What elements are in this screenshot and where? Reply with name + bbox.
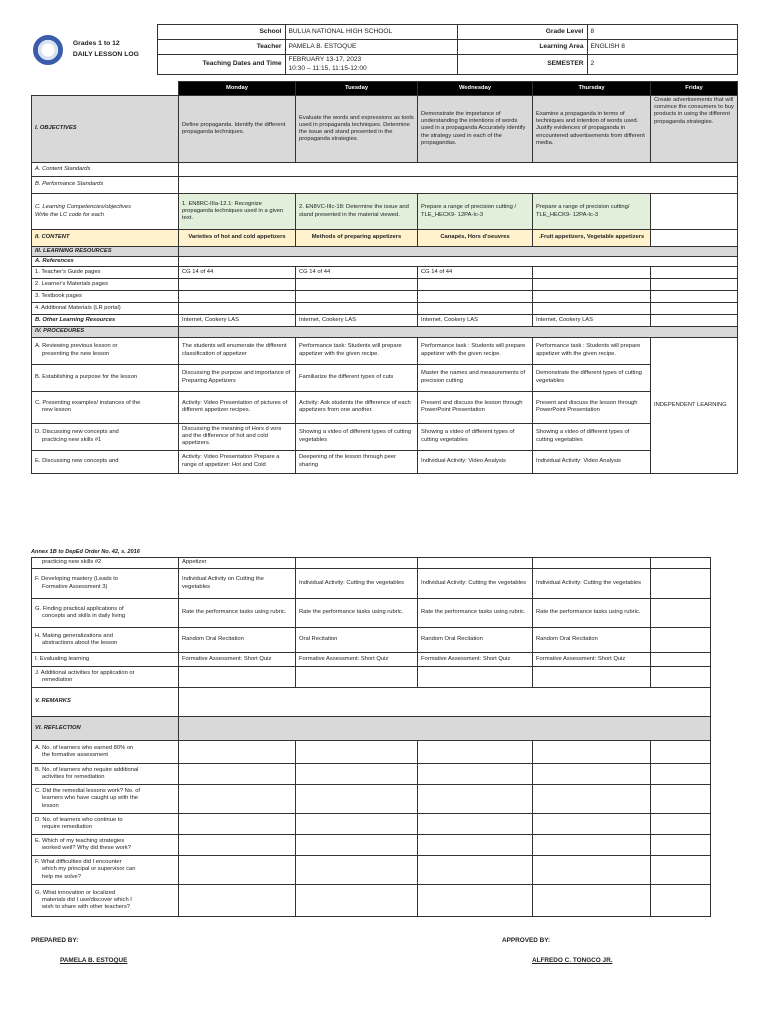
proc-c-tuesday: Activity: Ask students the difference of each appetizers from one another.: [296, 391, 418, 423]
reflection-label: VI. REFLECTION: [32, 717, 179, 741]
refl-d-wednesday: [418, 814, 533, 835]
refl-c-monday: [179, 785, 296, 814]
refl-b-monday: [179, 764, 296, 785]
am-monday: [179, 303, 296, 315]
proc-b-label: B. Establishing a purpose for the lesson: [32, 364, 179, 391]
prepared-by-label: PREPARED BY:: [31, 937, 79, 944]
proc-g-thursday: Rate the performance tasks using rubric.: [533, 599, 651, 628]
proc-e-cont-thursday: [533, 558, 651, 569]
other-thursday: Internet, Cookery LAS: [533, 315, 651, 327]
proc-h-wednesday: Random Oral Recitation: [418, 628, 533, 653]
proc-j-label-line2: remediation: [42, 677, 73, 683]
proc-d-label-line2: practicing new skills #1: [42, 436, 102, 443]
tb-label: 3. Textbook pages: [32, 291, 179, 303]
content-tuesday: Methods of preparing appetizers: [296, 230, 418, 247]
objective-friday: Create advertisements that will convince the consumers to buy products in using the different propaganda strategies.: [651, 96, 738, 163]
refl-e-thursday: [533, 835, 651, 856]
other-friday: [651, 315, 738, 327]
proc-f-tuesday: Individual Activity: Cutting the vegetables: [296, 569, 418, 599]
refl-b-line2: activities for remediation: [42, 774, 105, 780]
am-label: 4. Additional Materials (LR portal): [32, 303, 179, 315]
tb-thursday: [533, 291, 651, 303]
tg-friday: [651, 267, 738, 279]
refl-c-tuesday: [296, 785, 418, 814]
proc-f-wednesday: Individual Activity: Cutting the vegetables: [418, 569, 533, 599]
lesson-table-page2: [31, 557, 711, 917]
tg-tuesday: CG 14 of 44: [296, 267, 418, 279]
lm-friday: [651, 279, 738, 291]
proc-c-monday: Activity: Video Presentation of pictures of different appetizer recipes.: [179, 391, 296, 423]
header-table: [29, 24, 738, 75]
title-line2: DAILY LESSON LOG: [72, 50, 139, 58]
proc-j-label: [32, 667, 179, 688]
lesson-table-page1: [31, 81, 738, 474]
proc-f-label: [32, 569, 179, 599]
proc-e-cont-monday: Appetizer: [179, 558, 296, 569]
proc-c-label: [32, 391, 179, 423]
am-wednesday: [418, 303, 533, 315]
grade-value: 8: [587, 25, 737, 40]
tg-label: 1. Teacher's Guide pages: [32, 267, 179, 279]
proc-d-wednesday: Showing a video of different types of cutting vegetables: [418, 423, 533, 450]
proc-b-tuesday: Familiarize the different types of cuts: [296, 364, 418, 391]
refl-e-friday: [651, 835, 711, 856]
remarks-cell: [179, 688, 711, 717]
other-tuesday: Internet, Cookery LAS: [296, 315, 418, 327]
proc-d-label-line1: D. Discussing new concepts and: [35, 429, 119, 436]
proc-i-wednesday: Formative Assessment: Short Quiz: [418, 653, 533, 667]
log-title: [73, 39, 139, 59]
refl-e-line2: worked well? Why did these work?: [42, 845, 131, 851]
learning-resources-label: III. LEARNING RESOURCES: [32, 247, 179, 257]
refl-g-line2: materials did I use/discover which I: [42, 896, 132, 903]
refl-a-line1: A. No. of learners who earned 80% on: [35, 744, 134, 751]
competency-tuesday: 2. EN8VC-IIIc-18: Determine the issue and stand presented in the material viewed.: [296, 194, 418, 230]
proc-h-friday: [651, 628, 711, 653]
refl-c-label: [32, 785, 179, 814]
proc-d-tuesday: Showing a video of different types of cutting vegetables: [296, 423, 418, 450]
school-label: School: [157, 25, 285, 40]
proc-h-label-line2: abstractions about the lesson: [42, 640, 118, 646]
refl-c-line3: lesson: [42, 802, 59, 809]
lm-wednesday: [418, 279, 533, 291]
refl-f-tuesday: [296, 856, 418, 885]
lm-tuesday: [296, 279, 418, 291]
content-standards-label: A. Content Standards: [32, 163, 179, 177]
refl-f-label: [32, 856, 179, 885]
refl-g-thursday: [533, 885, 651, 917]
day-monday: Monday: [179, 82, 296, 96]
remarks-label: V. REMARKS: [32, 688, 179, 717]
proc-e-label: E. Discussing new concepts and: [32, 450, 179, 473]
competency-thursday: Prepare a range of precision cutting/ TLE_HECK9- 12PA-Ic-3: [533, 194, 651, 230]
refl-g-line3: wish to share with other teachers?: [42, 904, 130, 911]
dates-value: [285, 55, 457, 75]
proc-h-label-line1: H. Making generalizations and: [35, 632, 113, 639]
refl-d-friday: [651, 814, 711, 835]
day-wednesday: Wednesday: [418, 82, 533, 96]
refl-b-label: [32, 764, 179, 785]
procedures-cell: [179, 327, 738, 337]
refl-g-monday: [179, 885, 296, 917]
refl-b-friday: [651, 764, 711, 785]
day-friday: Friday: [651, 82, 738, 96]
other-resources-label: B. Other Learning Resources: [32, 315, 179, 327]
refl-a-friday: [651, 741, 711, 764]
teacher-label: Teacher: [157, 40, 285, 55]
dates-line2: 10:30 – 11:15, 11:15-12:00: [288, 64, 367, 72]
proc-c-thursday: Present and discuss the lesson through PowerPoint Presentation: [533, 391, 651, 423]
approved-by-label: APPROVED BY:: [502, 937, 551, 944]
content-friday: [651, 230, 738, 247]
refl-d-monday: [179, 814, 296, 835]
area-value: ENGLISH 8: [587, 40, 737, 55]
prepared-by-name: PAMELA B. ESTOQUE: [60, 957, 128, 964]
proc-j-friday: [651, 667, 711, 688]
proc-h-tuesday: Oral Recitation: [296, 628, 418, 653]
objectives-label: I. OBJECTIVES: [32, 96, 179, 163]
lm-monday: [179, 279, 296, 291]
content-standards-cell: [179, 163, 738, 177]
proc-i-monday: Formative Assessment: Short Quiz: [179, 653, 296, 667]
refl-g-friday: [651, 885, 711, 917]
proc-j-label-line1: J. Additional activities for application or: [35, 669, 135, 676]
proc-a-label-line1: A. Reviewing previous lesson or: [35, 343, 118, 350]
references-label: A. References: [32, 257, 179, 267]
tb-wednesday: [418, 291, 533, 303]
objective-thursday: Examine a propaganda in terms of techniques and intention of words used. Justify evidences of propaganda in encountered advertisements from different media.: [533, 96, 651, 163]
refl-a-label: [32, 741, 179, 764]
tg-monday: CG 14 of 44: [179, 267, 296, 279]
learning-resources-cell: [179, 247, 738, 257]
content-label: II. CONTENT: [32, 230, 179, 247]
refl-d-thursday: [533, 814, 651, 835]
proc-i-friday: [651, 653, 711, 667]
refl-c-wednesday: [418, 785, 533, 814]
area-label: Learning Area: [457, 40, 587, 55]
refl-d-tuesday: [296, 814, 418, 835]
proc-d-monday: Discussing the meaning of Hors d vors and the difference of hot and cold appetizers.: [179, 423, 296, 450]
proc-e-tuesday: Deepening of the lesson through peer sharing: [296, 450, 418, 473]
other-monday: Internet, Cookery LAS: [179, 315, 296, 327]
proc-a-label-line2: presenting the new lesson: [42, 350, 110, 357]
proc-g-monday: Rate the performance tasks using rubric.: [179, 599, 296, 628]
proc-a-label: [32, 337, 179, 364]
procedures-label: IV. PROCEDURES: [32, 327, 179, 337]
proc-i-thursday: Formative Assessment: Short Quiz: [533, 653, 651, 667]
proc-a-wednesday: Performance task : Students will prepare appetizer with the given recipe.: [418, 337, 533, 364]
proc-g-label-line2: concepts and skills in daily living: [42, 613, 126, 619]
proc-g-tuesday: Rate the performance tasks using rubric.: [296, 599, 418, 628]
other-wednesday: Internet, Cookery LAS: [418, 315, 533, 327]
refl-b-wednesday: [418, 764, 533, 785]
refl-g-label: [32, 885, 179, 917]
refl-a-wednesday: [418, 741, 533, 764]
refl-c-line2: learners who have caught up with the: [42, 795, 139, 802]
proc-e-cont-wednesday: [418, 558, 533, 569]
competency-friday: [651, 194, 738, 230]
refl-a-monday: [179, 741, 296, 764]
proc-a-tuesday: Performance task: Students will prepare appetizer with the given recipe.: [296, 337, 418, 364]
reflection-cell: [179, 717, 711, 741]
competencies-label-line1: C. Learning Competencies/objectives: [35, 204, 132, 211]
lm-label: 2. Learner's Materials pages: [32, 279, 179, 291]
refl-e-monday: [179, 835, 296, 856]
refl-f-line1: F. What difficulties did I encounter: [35, 859, 122, 866]
proc-b-wednesday: Master the names and measurements of precision cutting: [418, 364, 533, 391]
objective-monday: Define propaganda. Identify the different propaganda techniques.: [179, 96, 296, 163]
proc-j-thursday: [533, 667, 651, 688]
refl-e-label: [32, 835, 179, 856]
tg-thursday: [533, 267, 651, 279]
proc-j-wednesday: [418, 667, 533, 688]
proc-a-monday: The students will enumerate the different classification of appetizer: [179, 337, 296, 364]
refl-c-thursday: [533, 785, 651, 814]
proc-e-cont-tuesday: [296, 558, 418, 569]
tb-friday: [651, 291, 738, 303]
content-wednesday: Canapés, Hors d'oeuvres: [418, 230, 533, 247]
tg-wednesday: CG 14 of 44: [418, 267, 533, 279]
refl-f-line2: which my principal or supervisor can: [42, 866, 136, 873]
proc-i-label: I. Evaluating learning: [32, 653, 179, 667]
dates-label: Teaching Dates and Time: [157, 55, 285, 75]
proc-a-thursday: Performance task : Students will prepare appetizer with the given recipe.: [533, 337, 651, 364]
proc-d-label: [32, 423, 179, 450]
proc-c-label-line1: C. Presenting examples/ instances of the: [35, 399, 141, 406]
proc-e-cont-label: practicing new skills #2: [32, 558, 179, 569]
proc-h-thursday: Random Oral Recitation: [533, 628, 651, 653]
proc-h-monday: Random Oral Recitation: [179, 628, 296, 653]
lm-thursday: [533, 279, 651, 291]
refl-c-friday: [651, 785, 711, 814]
refl-b-thursday: [533, 764, 651, 785]
refl-d-label: [32, 814, 179, 835]
content-thursday: .Fruit appetizers, Vegetable appetizers: [533, 230, 651, 247]
title-line1: Grades 1 to 12: [72, 40, 120, 48]
refl-f-thursday: [533, 856, 651, 885]
refl-c-line1: C. Did the remedial lessons work? No. of: [35, 788, 141, 795]
objective-wednesday: Demonstrate the importance of understanding the intentions of words used in a propaganda Accurately identify the strategy used in each of the propagandas.: [418, 96, 533, 163]
dates-line1: FEBRUARY 13-17, 2023: [288, 56, 362, 63]
competencies-label-line2: Write the LC code for each: [35, 211, 104, 218]
proc-g-friday: [651, 599, 711, 628]
am-thursday: [533, 303, 651, 315]
proc-g-label: [32, 599, 179, 628]
day-thursday: Thursday: [533, 82, 651, 96]
school-value: BULUA NATIONAL HIGH SCHOOL: [285, 25, 457, 40]
proc-j-monday: [179, 667, 296, 688]
refl-f-line3: help me solve?: [42, 873, 81, 880]
am-friday: [651, 303, 738, 315]
tb-monday: [179, 291, 296, 303]
deped-seal-icon: [33, 35, 63, 65]
objective-tuesday: Evaluate the words and expressions as tools used in propaganda techniques. Determine the issue and stand presented in the propaganda strategies.: [296, 96, 418, 163]
proc-i-tuesday: Formative Assessment: Short Quiz: [296, 653, 418, 667]
proc-e-thursday: Individual Activity: Video Analysis: [533, 450, 651, 473]
proc-e-wednesday: Individual Activity: Video Analysis: [418, 450, 533, 473]
proc-f-label-line2: Formative Assessment 3): [42, 583, 108, 590]
content-monday: Varieties of hot and cold appetizers: [179, 230, 296, 247]
approved-by-name: ALFREDO C. TONGCO JR.: [532, 957, 613, 964]
proc-f-friday: [651, 569, 711, 599]
proc-e-monday: Activity: Video Presentation Prepare a range of appetizer: Hot and Cold: [179, 450, 296, 473]
proc-d-thursday: Showing a video of different types of cutting vegetables: [533, 423, 651, 450]
proc-j-tuesday: [296, 667, 418, 688]
competency-monday: 1. EN8RC-IIIa-12.1: Recognize propaganda techniques used in a given text.: [179, 194, 296, 230]
refl-a-tuesday: [296, 741, 418, 764]
refl-g-wednesday: [418, 885, 533, 917]
semester-label: SEMESTER: [457, 55, 587, 75]
competency-wednesday: Prepare a range of precision cutting / TLE_HECK9- 12PA-Ic-3: [418, 194, 533, 230]
annex-note: Annex 1B to DepEd Order No. 42, s. 2016: [31, 549, 140, 555]
proc-e-cont-friday: [651, 558, 711, 569]
refl-d-line2: require remediation: [42, 824, 92, 830]
references-cell: [179, 257, 738, 267]
proc-g-wednesday: Rate the performance tasks using rubric.: [418, 599, 533, 628]
performance-standards-cell: [179, 177, 738, 194]
refl-f-monday: [179, 856, 296, 885]
proc-c-wednesday: Present and discuss the lesson through PowerPoint Presentation: [418, 391, 533, 423]
refl-g-tuesday: [296, 885, 418, 917]
refl-g-line1: G. What innovation or localized: [35, 889, 116, 896]
refl-b-line1: B. No. of learners who require additional: [35, 766, 139, 773]
header-title-cell: [29, 25, 157, 75]
refl-a-thursday: [533, 741, 651, 764]
refl-d-line1: D. No. of learners who continue to: [35, 816, 123, 823]
proc-f-thursday: Individual Activity: Cutting the vegetables: [533, 569, 651, 599]
refl-f-wednesday: [418, 856, 533, 885]
proc-g-label-line1: G. Finding practical applications of: [35, 605, 124, 612]
proc-b-monday: Discussing the purpose and importance of Preparing Appetizers: [179, 364, 296, 391]
refl-f-friday: [651, 856, 711, 885]
proc-f-label-line1: F. Developing mastery (Leads to: [35, 576, 119, 583]
proc-c-label-line2: new lesson: [42, 407, 72, 414]
refl-b-tuesday: [296, 764, 418, 785]
am-tuesday: [296, 303, 418, 315]
refl-e-tuesday: [296, 835, 418, 856]
teacher-value: PAMELA B. ESTOQUE: [285, 40, 457, 55]
corner-cell: [32, 82, 179, 96]
proc-b-thursday: Demonstrate the different types of cutting vegetables: [533, 364, 651, 391]
proc-h-label: [32, 628, 179, 653]
refl-e-line1: E. Which of my teaching strategies: [35, 837, 125, 844]
independent-learning: INDEPENDENT LEARNING: [651, 337, 738, 473]
day-tuesday: Tuesday: [296, 82, 418, 96]
semester-value: 2: [587, 55, 737, 75]
competencies-label: [32, 194, 179, 230]
grade-label: Grade Level: [457, 25, 587, 40]
proc-f-monday: Individual Activity on Cutting the vegetables: [179, 569, 296, 599]
performance-standards-label: B. Performance Standards: [32, 177, 179, 194]
tb-tuesday: [296, 291, 418, 303]
refl-a-line2: the formative assessment: [42, 752, 109, 758]
refl-e-wednesday: [418, 835, 533, 856]
